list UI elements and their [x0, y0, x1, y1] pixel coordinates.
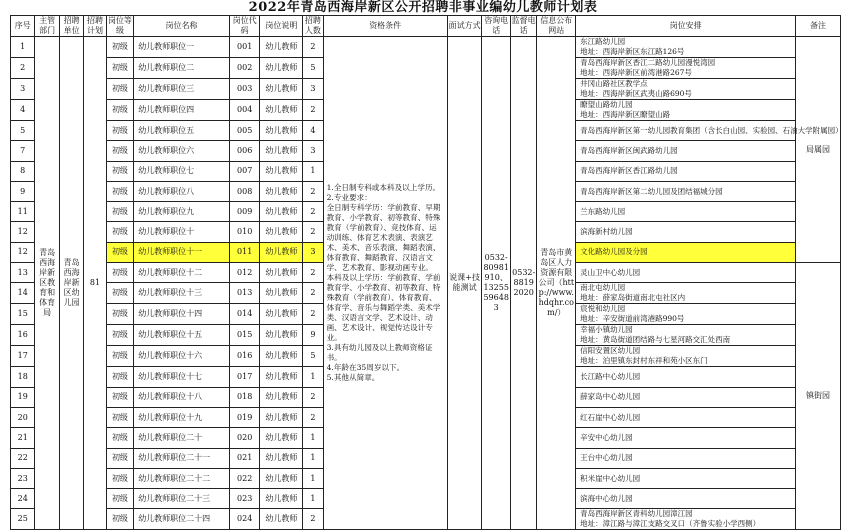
column-header: 监督电话 — [511, 16, 536, 35]
row-number: 20 — [11, 407, 35, 427]
location-cell — [576, 141, 796, 161]
location-cell — [576, 387, 796, 407]
position-code: 020 — [229, 428, 260, 448]
row-number: 25 — [11, 509, 35, 530]
location-cell — [576, 346, 796, 367]
position-code: 015 — [229, 325, 260, 346]
position-code: 004 — [229, 100, 260, 121]
position-code: 001 — [229, 37, 260, 58]
hire-count: 1 — [303, 468, 323, 488]
location-line: 文化路幼儿园及分园 — [580, 247, 648, 257]
employer-cell: 青岛西海岸新区幼儿园 — [59, 37, 83, 530]
position-name: 幼儿教师职位十五 — [134, 325, 230, 346]
position-desc: 幼儿教师 — [260, 161, 303, 181]
position-name: 幼儿教师职位三 — [134, 79, 230, 100]
position-name: 幼儿教师职位一 — [134, 37, 230, 58]
location-line: 灵山卫中心幼儿园 — [580, 267, 641, 277]
position-name: 幼儿教师职位十八 — [134, 387, 230, 407]
hire-count: 2 — [303, 100, 323, 121]
row-number: 3 — [11, 79, 35, 100]
location-line: 青岛西海岸新区第二幼儿园及团结福城分园 — [580, 186, 723, 196]
location-cell — [576, 367, 796, 387]
location-cell — [576, 448, 796, 468]
column-header: 岗位等级 — [107, 16, 132, 35]
location-line: 信阳安置区幼儿园 — [580, 346, 641, 356]
position-desc: 幼儿教师 — [260, 325, 303, 346]
hire-count: 2 — [303, 37, 323, 58]
position-name: 幼儿教师职位二十一 — [134, 448, 230, 468]
position-level: 初级 — [106, 387, 133, 407]
position-name: 幼儿教师职位二十三 — [134, 489, 230, 509]
position-desc: 幼儿教师 — [260, 448, 303, 468]
position-code: 009 — [229, 202, 260, 222]
position-code: 003 — [229, 79, 260, 100]
position-level: 初级 — [106, 428, 133, 448]
position-code: 017 — [229, 367, 260, 387]
position-code: 019 — [229, 407, 260, 427]
position-code: 008 — [229, 181, 260, 201]
column-header: 备注 — [796, 16, 841, 37]
row-number: 24 — [11, 489, 35, 509]
position-name: 幼儿教师职位五 — [134, 121, 230, 141]
row-number: 9 — [11, 181, 35, 201]
location-line: 地址：黄岛街道团结路与七星河路交汇处西南 — [580, 335, 731, 345]
position-level: 初级 — [106, 263, 133, 283]
hire-count: 1 — [303, 428, 323, 448]
position-desc: 幼儿教师 — [260, 222, 303, 242]
position-level: 初级 — [106, 283, 133, 304]
hire-count: 5 — [303, 346, 323, 367]
location-line: 滨海新村幼儿园 — [580, 227, 633, 237]
location-line: 幸福小镇幼儿园 — [580, 325, 633, 335]
hire-count: 1 — [303, 161, 323, 181]
plan-cell: 81 — [84, 37, 106, 530]
hire-count: 2 — [303, 387, 323, 407]
column-header: 主管部门 — [35, 16, 59, 37]
location-line: 地址：辛安街道前湾港路990号 — [580, 314, 685, 324]
location-cell — [576, 58, 796, 79]
location-cell — [576, 202, 796, 222]
position-level: 初级 — [106, 448, 133, 468]
row-number: 17 — [11, 346, 35, 367]
location-cell — [576, 161, 796, 181]
position-desc: 幼儿教师 — [260, 468, 303, 488]
column-header: 招聘单位 — [59, 16, 83, 37]
location-cell — [576, 242, 796, 262]
requirement-line: 1.全日制专科或本科及以上学历。 — [326, 183, 441, 193]
position-desc: 幼儿教师 — [260, 121, 303, 141]
location-line: 积米崖中心幼儿园 — [580, 473, 641, 483]
position-desc: 幼儿教师 — [260, 509, 303, 530]
position-name: 幼儿教师职位十九 — [134, 407, 230, 427]
hire-count: 3 — [303, 79, 323, 100]
requirements-cell — [323, 37, 447, 530]
column-header: 序号 — [11, 16, 35, 37]
location-line: 青岛西海岸新区香江路幼儿园 — [580, 166, 678, 176]
position-level: 初级 — [106, 100, 133, 121]
position-level: 初级 — [106, 242, 133, 262]
position-name: 幼儿教师职位十七 — [134, 367, 230, 387]
position-name: 幼儿教师职位二十四 — [134, 509, 230, 530]
hire-count: 2 — [303, 181, 323, 201]
position-level: 初级 — [106, 325, 133, 346]
location-line: 宸悦和幼儿园 — [580, 304, 626, 314]
location-line: 地址：薛家岛街道南北屯社区内 — [580, 293, 686, 303]
location-line: 青岛西海岸新区香江二路幼儿园漫悦湾园 — [580, 58, 716, 67]
position-name: 幼儿教师职位十四 — [134, 304, 230, 325]
location-line: 地址：西海岸新区瞭望山路 — [580, 110, 671, 119]
table-body — [11, 37, 841, 530]
location-cell — [576, 509, 796, 530]
location-line: 兰东路幼儿园 — [580, 206, 626, 216]
position-name: 幼儿教师职位十 — [134, 222, 230, 242]
location-cell — [576, 489, 796, 509]
note-bottom-cell: 镇街园 — [796, 263, 841, 530]
location-line: 滨海中心幼儿园 — [580, 493, 633, 503]
position-desc: 幼儿教师 — [260, 304, 303, 325]
position-desc: 幼儿教师 — [260, 346, 303, 367]
row-number: 5 — [11, 121, 35, 141]
location-line: 地址：西海岸新区东江路126号 — [580, 47, 685, 56]
hire-count: 1 — [303, 489, 323, 509]
website-cell: 青岛市黄岛区人力资源有限公司（http://www.hdqhr.com/） — [537, 37, 576, 530]
requirement-line: 全日制专科学历：学前教育、早期教育、小学教育、初等教育、特殊教育（学前教育）、竞技体育、运动训练、体育艺术表演、表演艺术、美术、音乐表演、舞蹈表演、体育教育、舞蹈教育、汉语言文学、艺术教育、影视动画专业。 — [326, 203, 441, 273]
position-code: 007 — [229, 161, 260, 181]
hire-count: 2 — [303, 222, 323, 242]
row-number: 8 — [11, 161, 35, 181]
position-code: 013 — [229, 283, 260, 304]
row-number: 15 — [11, 304, 35, 325]
page-title: 2022年青岛西海岸新区公开招聘非事业编幼儿教师计划表 — [248, 0, 598, 15]
position-desc: 幼儿教师 — [260, 407, 303, 427]
row-number: 19 — [11, 387, 35, 407]
hire-count: 2 — [303, 509, 323, 530]
row-number: 12 — [11, 242, 35, 262]
position-level: 初级 — [106, 37, 133, 58]
requirement-line: 5.其他从简章。 — [326, 373, 380, 383]
consult-phone-cell: 0532-80981910、13255596483 — [482, 37, 511, 530]
position-code: 011 — [229, 242, 260, 262]
position-desc: 幼儿教师 — [260, 263, 303, 283]
location-line: 王台中心幼儿园 — [580, 453, 633, 463]
row-number: 4 — [11, 100, 35, 121]
position-name: 幼儿教师职位十二 — [134, 263, 230, 283]
position-code: 024 — [229, 509, 260, 530]
location-cell — [576, 263, 796, 283]
location-cell — [576, 181, 796, 201]
position-name: 幼儿教师职位十一 — [134, 242, 230, 262]
position-code: 021 — [229, 448, 260, 468]
location-line: 井冈山路社区教学点 — [580, 79, 648, 88]
position-name: 幼儿教师职位九 — [134, 202, 230, 222]
position-level: 初级 — [106, 79, 133, 100]
hire-count: 1 — [303, 367, 323, 387]
position-level: 初级 — [106, 468, 133, 488]
location-cell — [576, 121, 843, 141]
location-cell — [576, 468, 796, 488]
position-desc: 幼儿教师 — [260, 141, 303, 161]
column-header: 岗位安排 — [576, 16, 796, 37]
position-desc: 幼儿教师 — [260, 428, 303, 448]
position-level: 初级 — [106, 141, 133, 161]
location-line: 地址：西海岸新区前湾港路267号 — [580, 68, 692, 77]
position-level: 初级 — [106, 489, 133, 509]
position-name: 幼儿教师职位六 — [134, 141, 230, 161]
position-name: 幼儿教师职位二十二 — [134, 468, 230, 488]
position-code: 005 — [229, 121, 260, 141]
location-cell — [576, 222, 796, 242]
position-code: 010 — [229, 222, 260, 242]
location-line: 地址：漳江路与漳江支路交叉口（齐鲁实验小学西侧） — [580, 519, 761, 529]
location-line: 青岛西海岸新区第一幼儿园教育集团（含长白山园、实验园、石油大学附属园） — [580, 125, 843, 135]
position-desc: 幼儿教师 — [260, 489, 303, 509]
hire-count: 2 — [303, 263, 323, 283]
column-header: 面试方式 — [447, 16, 482, 37]
position-desc: 幼儿教师 — [260, 387, 303, 407]
supervise-phone-cell: 0532-88192020 — [510, 37, 536, 530]
requirement-line: 本科及以上学历：学前教育、学前教育学、小学教育、初等教育、特殊教育（学前教育）、体育教育、体育学、音乐与舞蹈学类、美术学类、汉语言文学、艺术设计、动画、艺术设计、视觉传达设计专业。 — [326, 273, 441, 343]
row-number: 23 — [11, 468, 35, 488]
row-number: 21 — [11, 428, 35, 448]
location-cell — [576, 100, 796, 121]
location-cell — [576, 37, 796, 58]
position-desc: 幼儿教师 — [260, 181, 303, 201]
hire-count: 9 — [303, 325, 323, 346]
position-desc: 幼儿教师 — [260, 100, 303, 121]
interview-cell: 说课+技能测试 — [447, 37, 482, 530]
row-number: 1 — [11, 37, 35, 58]
position-level: 初级 — [106, 304, 133, 325]
position-name: 幼儿教师职位二十 — [134, 428, 230, 448]
position-code: 016 — [229, 346, 260, 367]
row-number: 18 — [11, 367, 35, 387]
position-code: 022 — [229, 468, 260, 488]
location-line: 青岛西海岸新区青科幼儿园漳江园 — [580, 509, 693, 519]
position-desc: 幼儿教师 — [260, 202, 303, 222]
hire-count: 3 — [303, 242, 323, 262]
position-level: 初级 — [106, 202, 133, 222]
location-cell — [576, 428, 796, 448]
position-code: 023 — [229, 489, 260, 509]
position-level: 初级 — [106, 161, 133, 181]
position-level: 初级 — [106, 407, 133, 427]
column-header: 招聘计划 — [84, 16, 106, 37]
position-code: 012 — [229, 263, 260, 283]
position-level: 初级 — [106, 181, 133, 201]
row-number: 16 — [11, 325, 35, 346]
hire-count: 5 — [303, 58, 323, 79]
position-name: 幼儿教师职位二 — [134, 58, 230, 79]
row-number: 22 — [11, 448, 35, 468]
location-cell — [576, 283, 796, 304]
department-cell: 青岛西海岸新区教育和体育局 — [35, 37, 59, 530]
table-row — [11, 37, 841, 58]
location-line: 青岛西海岸新区闽武路幼儿园 — [580, 145, 678, 155]
row-number: 13 — [11, 263, 35, 283]
position-desc: 幼儿教师 — [260, 367, 303, 387]
position-code: 006 — [229, 141, 260, 161]
hire-count: 2 — [303, 202, 323, 222]
location-line: 薛家岛中心幼儿园 — [580, 392, 641, 402]
location-cell — [576, 304, 796, 325]
location-line: 地址：泊里镇东封村东祥和苑小区东门 — [580, 356, 708, 366]
position-desc: 幼儿教师 — [260, 79, 303, 100]
requirement-line: 4.年龄在35周岁以下。 — [326, 363, 405, 373]
hire-count: 2 — [303, 304, 323, 325]
column-header: 岗位代码 — [229, 16, 260, 37]
position-level: 初级 — [106, 367, 133, 387]
column-header: 岗位名称 — [134, 16, 230, 37]
requirement-line: 3.具有幼儿园及以上教师资格证书。 — [326, 343, 433, 363]
recruitment-table — [10, 15, 841, 530]
position-level: 初级 — [106, 509, 133, 530]
header-row — [11, 16, 841, 37]
hire-count: 4 — [303, 121, 323, 141]
location-cell — [576, 407, 796, 427]
location-line: 地址：西海岸新区武夷山路690号 — [580, 89, 692, 98]
position-code: 018 — [229, 387, 260, 407]
column-header: 招聘人数 — [303, 16, 323, 37]
position-desc: 幼儿教师 — [260, 37, 303, 58]
column-header: 咨询电话 — [482, 16, 511, 37]
position-code: 002 — [229, 58, 260, 79]
position-level: 初级 — [106, 121, 133, 141]
row-number: 12 — [11, 222, 35, 242]
position-desc: 幼儿教师 — [260, 283, 303, 304]
location-line: 南北屯幼儿园 — [580, 283, 626, 293]
column-header: 岗位说明 — [260, 16, 303, 37]
hire-count: 2 — [303, 283, 323, 304]
column-header: 资格条件 — [323, 16, 447, 37]
position-name: 幼儿教师职位十三 — [134, 283, 230, 304]
position-code: 014 — [229, 304, 260, 325]
location-line: 瞭望山路幼儿园 — [580, 100, 633, 109]
row-number: 7 — [11, 141, 35, 161]
row-number: 2 — [11, 58, 35, 79]
location-line: 东江路幼儿园 — [580, 37, 626, 46]
row-number: 11 — [11, 202, 35, 222]
position-level: 初级 — [106, 222, 133, 242]
location-line: 辛安中心幼儿园 — [580, 432, 633, 442]
hire-count: 2 — [303, 407, 323, 427]
position-desc: 幼儿教师 — [260, 58, 303, 79]
location-cell — [576, 325, 796, 346]
position-name: 幼儿教师职位八 — [134, 181, 230, 201]
position-level: 初级 — [106, 346, 133, 367]
row-number: 14 — [11, 283, 35, 304]
note-top-cell: 局属园 — [796, 37, 841, 263]
column-header: 信息公布网站 — [537, 16, 576, 37]
hire-count: 3 — [303, 141, 323, 161]
location-line: 长江路中心幼儿园 — [580, 372, 641, 382]
location-line: 红石崖中心幼儿园 — [580, 412, 641, 422]
position-name: 幼儿教师职位七 — [134, 161, 230, 181]
hire-count: 1 — [303, 448, 323, 468]
location-cell — [576, 79, 796, 100]
position-name: 幼儿教师职位四 — [134, 100, 230, 121]
position-name: 幼儿教师职位十六 — [134, 346, 230, 367]
position-level: 初级 — [106, 58, 133, 79]
position-desc: 幼儿教师 — [260, 242, 303, 262]
requirement-line: 2.专业要求： — [326, 193, 372, 203]
